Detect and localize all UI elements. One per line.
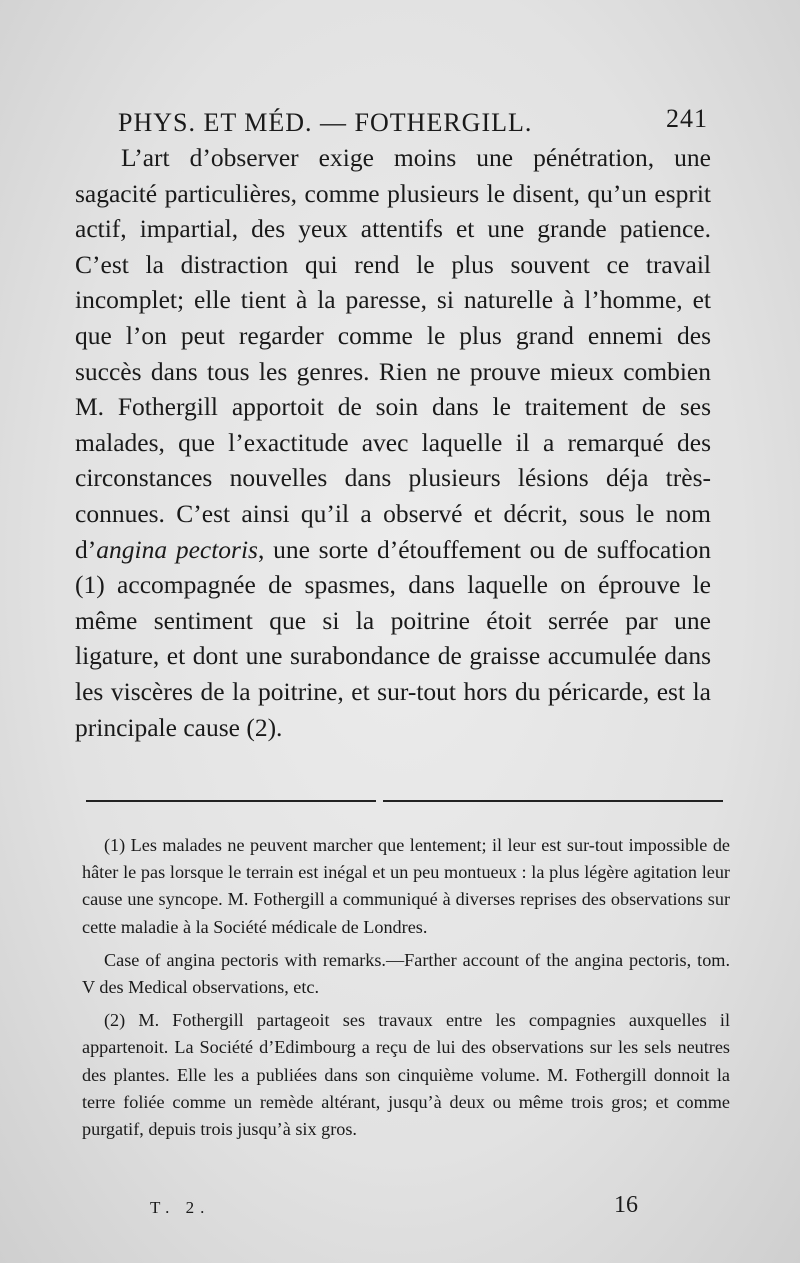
italic-term: angina pectoris (96, 534, 258, 564)
footnote-rule-left (86, 800, 376, 802)
page-number: 241 (666, 104, 708, 133)
body-text-part-2: , une sorte d’étouffement ou de suffocation (1) accompagnée de spasmes, dans laquelle on éprouve le même sentiment que si la poitrine étoit serrée par une ligature, et dont une surabondance de graisse accumulée dans les viscères de la poitrine, et sur-tout hors du péricarde, est la principale cause (2). (75, 534, 711, 742)
footnote-1: (1) Les malades ne peuvent marcher que lentement; il leur est sur-tout impossible de hâter le pas lorsque le terrain est inégal et un peu montueux : la plus légère agitation leur cause une syncope. M. Fothergill a communiqué à diverses reprises des observations sur cette maladie à la Société médicale de Londres. (82, 835, 730, 937)
sheet-number: 16 (614, 1192, 638, 1218)
main-text (75, 140, 711, 745)
body-text-part-1: L’art d’observer exige moins une pénétration, une sagacité particulières, comme plusieurs le disent, qu’un esprit actif, impartial, des yeux attentifs et une grande patience. C’est la distraction qui rend le plus souvent ce travail incomplet; elle tient à la paresse, si naturelle à l’homme, et que l’on peut regarder comme le plus grand ennemi des succès dans tous les genres. Rien ne prouve mieux combien M. Fothergill apportoit de soin dans le traitement de ses malades, que l’exactitude avec laquelle il a remarqué des circonstances nouvelles dans plusieurs lésions déja très-connues. C’est ainsi qu’il a observé et décrit, sous le nom d’ (75, 143, 711, 564)
footnote-2: (2) M. Fothergill partageoit ses travaux entre les compagnies auxquelles il appartenoit. La Société d’Edimbourg a reçu de lui des observations sur les sels neutres des plantes. Elle les a publiées dans son cinquième volume. M. Fothergill donnoit la terre foliée comme un remède altérant, jusqu’à deux ou même trois gros; et comme purgatif, depuis trois jusqu’à six gros. (82, 1010, 730, 1140)
footnote-rule-right (383, 800, 723, 802)
footnote-1-reference: Case of angina pectoris with remarks.—Farther account of the angina pectoris, tom. V des Medical observations, etc. (82, 949, 730, 998)
volume-signature: T. 2. (150, 1198, 211, 1217)
body-paragraph (75, 140, 711, 745)
running-title: PHYS. ET MÉD. — FOTHERGILL. (118, 108, 533, 137)
footnotes (82, 832, 730, 1149)
running-header (118, 100, 708, 140)
